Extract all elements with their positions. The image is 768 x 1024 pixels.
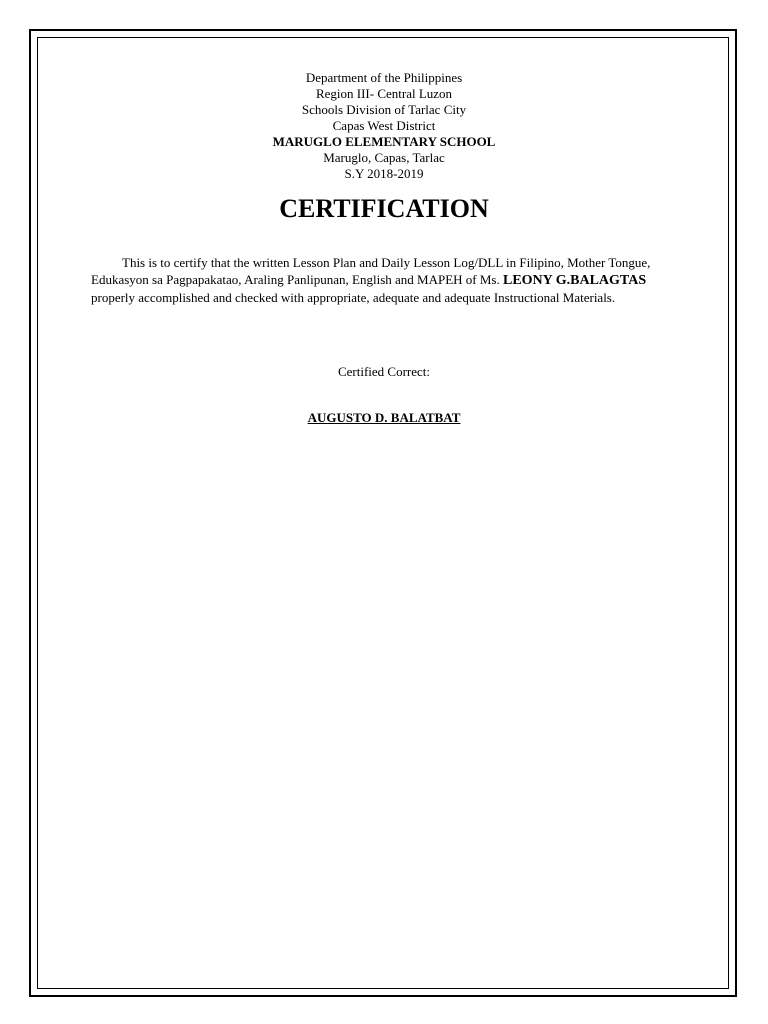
- district-line: Capas West District: [332, 118, 436, 133]
- certificate-title: CERTIFICATION: [279, 194, 489, 223]
- department-line: Department of the Philippines: [305, 70, 463, 85]
- body-text-part1: This is to certify that the written Lesson Plan and Daily Lesson Log/DLL in Filipino, Mother Tongue, Edukasyon sa Pagpapakatao, Araling Panlipunan, English and MAPEH of Ms.: [91, 255, 651, 287]
- school-address: Maruglo, Capas, Tarlac: [323, 150, 445, 165]
- letterhead: [0, 70, 768, 182]
- certified-correct-label: Certified Correct:: [337, 364, 431, 379]
- body-text-part2: properly accomplished and checked with appropriate, adequate and adequate Instructional Materials.: [91, 290, 616, 305]
- region-line: Region III- Central Luzon: [315, 86, 453, 101]
- division-line: Schools Division of Tarlac City: [301, 102, 467, 117]
- school-year: S.Y 2018-2019: [344, 166, 424, 181]
- certification-body: [91, 254, 681, 306]
- school-name: MARUGLO ELEMENTARY SCHOOL: [272, 134, 496, 149]
- signatory-name: AUGUSTO D. BALATBAT: [307, 410, 461, 425]
- teacher-name: LEONY G.BALAGTAS: [502, 273, 647, 288]
